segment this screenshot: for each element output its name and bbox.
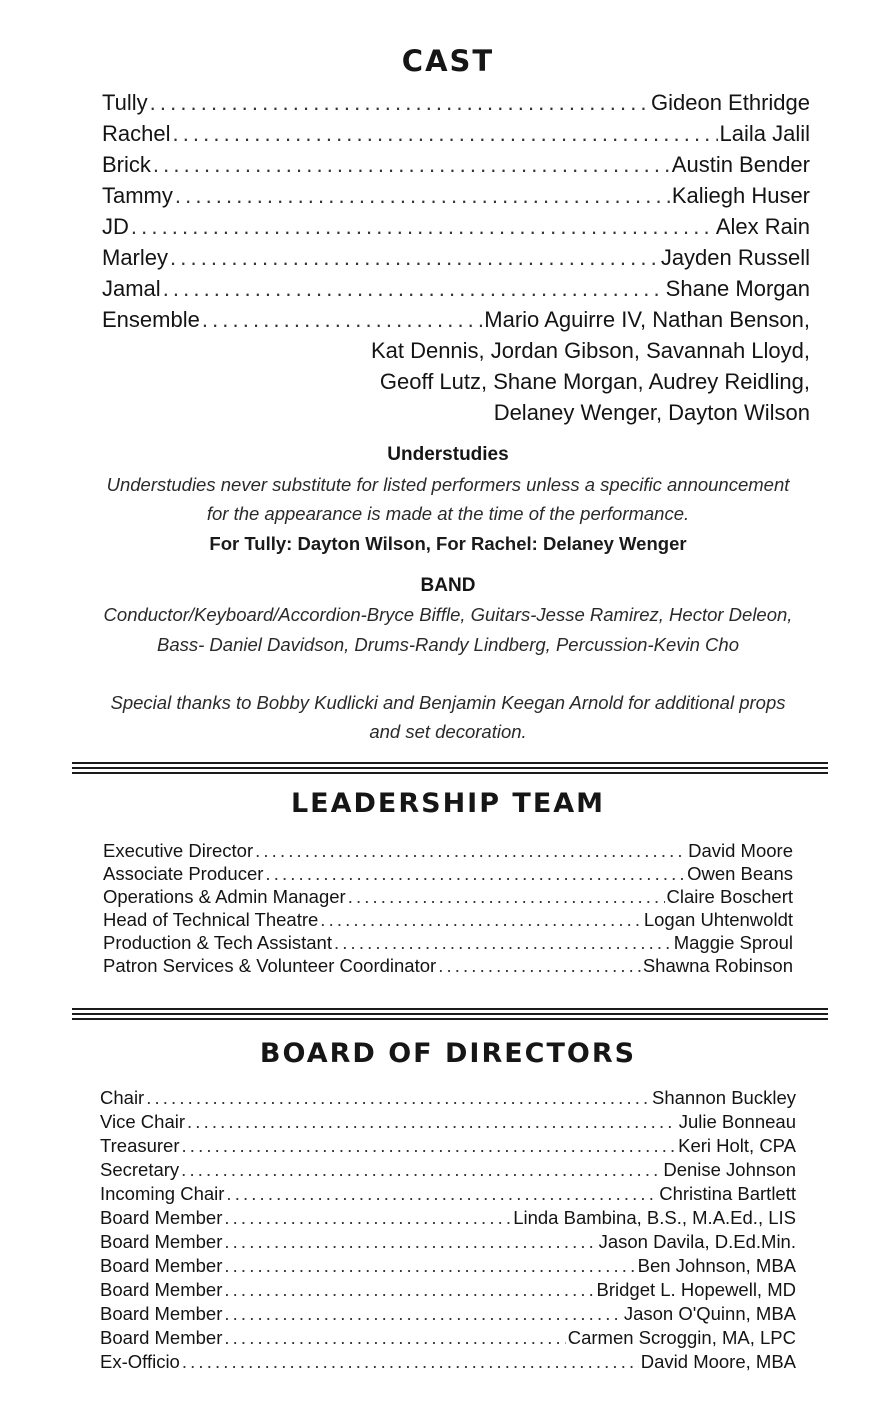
person-name: Owen Beans [687, 863, 793, 884]
understudies-heading: Understudies [387, 444, 509, 465]
person-name: David Moore, MBA [640, 1351, 796, 1372]
role-name: Tammy [102, 183, 173, 208]
leader-dots [146, 1087, 650, 1109]
leader-dots [320, 909, 642, 931]
leader-dots [170, 245, 659, 271]
position-name: Head of Technical Theatre [103, 909, 319, 930]
person-name: Logan Uhtenwoldt [643, 909, 793, 930]
leader-dots [153, 152, 670, 178]
understudies-note: Understudies never substitute for listed performers unless a specific announcement [106, 474, 790, 495]
band-line: Bass- Daniel Davidson, Drums-Randy Lindberg, Percussion-Kevin Cho [157, 634, 739, 655]
band-heading: BAND [420, 575, 476, 596]
actor-name: Laila Jalil [719, 121, 810, 146]
position-name: Treasurer [100, 1135, 180, 1156]
leader-dots [255, 840, 686, 862]
role-name: Jamal [102, 276, 161, 301]
position-name: Board Member [100, 1255, 223, 1276]
position-name: Production & Tech Assistant [103, 932, 332, 953]
leader-dots [131, 214, 714, 240]
ensemble-line: Kat Dennis, Jordan Gibson, Savannah Lloyd, [370, 338, 810, 363]
board-row [100, 1159, 796, 1181]
thanks-line: Special thanks to Bobby Kudlicki and Benjamin Keegan Arnold for additional props [110, 692, 786, 713]
board-row [100, 1183, 796, 1205]
board-row [100, 1087, 796, 1109]
role-name: JD [102, 214, 129, 239]
leader-dots [438, 955, 641, 977]
role-name: Ensemble [102, 307, 200, 332]
position-name: Board Member [100, 1207, 223, 1228]
actor-name: Kaliegh Huser [671, 183, 810, 208]
person-name: Carmen Scroggin, MA, LPC [567, 1327, 796, 1348]
person-name: Claire Boschert [666, 886, 793, 907]
person-name: Shawna Robinson [642, 955, 793, 976]
role-name: Rachel [102, 121, 171, 146]
board-row [100, 1207, 796, 1229]
actor-name: Alex Rain [715, 214, 810, 239]
person-name: Linda Bambina, B.S., M.A.Ed., LIS [513, 1207, 796, 1228]
person-name: Christina Bartlett [659, 1183, 796, 1204]
cast-title: CAST [401, 44, 495, 78]
position-name: Operations & Admin Manager [103, 886, 346, 907]
leader-dots [182, 1135, 677, 1157]
cast-row [102, 152, 810, 178]
person-name: Maggie Sproul [673, 932, 793, 953]
cast-row [102, 245, 810, 271]
leader-dots [224, 1279, 594, 1301]
person-name: Ben Johnson, MBA [637, 1255, 796, 1276]
section-divider [72, 762, 828, 777]
position-name: Board Member [100, 1231, 223, 1252]
person-name: Keri Holt, CPA [678, 1135, 796, 1156]
position-name: Vice Chair [100, 1111, 186, 1132]
person-name: Bridget L. Hopewell, MD [596, 1279, 796, 1300]
leader-dots [163, 276, 664, 302]
leader-dots [202, 307, 482, 333]
position-name: Board Member [100, 1327, 223, 1348]
leader-dots [265, 863, 685, 885]
position-name: Incoming Chair [100, 1183, 225, 1204]
person-name: David Moore [688, 840, 793, 861]
board-row [100, 1231, 796, 1253]
position-name: Board Member [100, 1279, 223, 1300]
cast-row [102, 183, 810, 209]
leader-dots [181, 1159, 661, 1181]
board-title: BOARD OF DIRECTORS [259, 1038, 637, 1069]
band-line: Conductor/Keyboard/Accordion-Bryce Biffle, Guitars-Jesse Ramirez, Hector Deleon, [103, 604, 793, 625]
board-row [100, 1111, 796, 1133]
position-name: Patron Services & Volunteer Coordinator [103, 955, 437, 976]
board-row [100, 1135, 796, 1157]
person-name: Jason O'Quinn, MBA [623, 1303, 796, 1324]
actor-name: Mario Aguirre IV, Nathan Benson, [484, 307, 810, 332]
leader-dots [172, 121, 717, 147]
ensemble-line: Delaney Wenger, Dayton Wilson [493, 400, 810, 425]
position-name: Associate Producer [103, 863, 264, 884]
cast-row [102, 214, 810, 240]
leader-dots [150, 90, 649, 116]
person-name: Shannon Buckley [652, 1087, 796, 1108]
leader-dots [224, 1207, 511, 1229]
ensemble-line: Geoff Lutz, Shane Morgan, Audrey Reidling, [379, 369, 810, 394]
leader-dots [224, 1231, 596, 1253]
understudies-note: for the appearance is made at the time of the performance. [206, 503, 690, 524]
role-name: Brick [102, 152, 151, 177]
person-name: Julie Bonneau [678, 1111, 796, 1132]
leader-dots [175, 183, 670, 209]
leader-dots [226, 1183, 657, 1205]
position-name: Board Member [100, 1303, 223, 1324]
leadership-row [103, 932, 793, 954]
board-row [100, 1255, 796, 1277]
cast-row [102, 121, 810, 147]
section-divider [72, 1008, 828, 1023]
cast-row [102, 90, 810, 116]
leader-dots [182, 1351, 639, 1373]
board-row [100, 1327, 796, 1349]
actor-name: Austin Bender [671, 152, 810, 177]
position-name: Chair [100, 1087, 145, 1108]
actor-name: Jayden Russell [660, 245, 810, 270]
thanks-line: and set decoration. [369, 721, 527, 742]
position-name: Executive Director [103, 840, 254, 861]
leader-dots [187, 1111, 677, 1133]
leadership-row [103, 886, 793, 908]
position-name: Secretary [100, 1159, 180, 1180]
role-name: Tully [102, 90, 148, 115]
leadership-row [103, 909, 793, 931]
cast-row [102, 276, 810, 302]
cast-row [102, 307, 810, 333]
leader-dots [224, 1303, 621, 1325]
leader-dots [348, 886, 665, 908]
leader-dots [224, 1255, 635, 1277]
understudies-assignments: For Tully: Dayton Wilson, For Rachel: Delaney Wenger [209, 533, 687, 554]
board-row [100, 1279, 796, 1301]
leadership-title: LEADERSHIP TEAM [290, 788, 606, 819]
person-name: Jason Davila, D.Ed.Min. [598, 1231, 796, 1252]
board-row [100, 1351, 796, 1373]
actor-name: Shane Morgan [665, 276, 810, 301]
actor-name: Gideon Ethridge [651, 90, 810, 115]
leader-dots [334, 932, 672, 954]
leadership-row [103, 863, 793, 885]
board-row [100, 1303, 796, 1325]
leadership-row [103, 955, 793, 977]
role-name: Marley [102, 245, 169, 270]
leader-dots [224, 1327, 565, 1349]
person-name: Denise Johnson [663, 1159, 796, 1180]
position-name: Ex-Officio [100, 1351, 180, 1372]
leadership-row [103, 840, 793, 862]
